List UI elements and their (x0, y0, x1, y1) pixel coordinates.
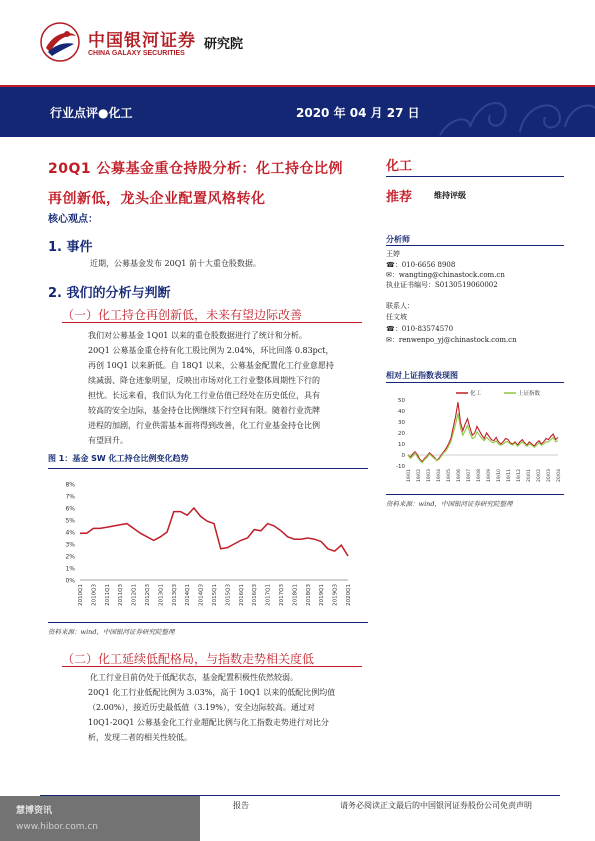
paragraph-line: 10Q1-20Q1 公募基金化工行业超配比例与化工指数走势进行对比分 (88, 718, 329, 727)
figure-1-source: 资料来源：wind，中国银河证券研究院整理 (48, 628, 175, 636)
x-tick-label: 19/12 (517, 469, 522, 482)
section-2-title: 2. 我们的分析与判断 (48, 286, 171, 301)
analyst-phone: ☎：010-6656 8908 (386, 261, 456, 269)
analyst-rule (386, 245, 564, 246)
brand-en: CHINA GALAXY SECURITIES (88, 50, 185, 57)
x-tick-label: 2011Q1 (104, 584, 111, 606)
x-tick-label: 2011Q3 (118, 584, 125, 606)
x-tick-label: 2010Q3 (91, 584, 98, 606)
legend-label: 化工 (470, 391, 482, 397)
x-tick-label: 2014Q1 (185, 584, 192, 606)
paragraph-line: 续减弱、降仓迹象明显，反映出市场对化工行业整体周期性下行的 (88, 376, 320, 385)
x-tick-label: 20/01 (527, 469, 532, 482)
contact-email: ✉：renwenpo_yj@chinastock.com.cn (386, 336, 517, 344)
x-tick-label: 20/04 (557, 469, 562, 482)
y-tick-label: 3% (65, 541, 75, 549)
y-tick-label: 0 (401, 453, 405, 459)
x-tick-label: 2013Q3 (171, 584, 178, 606)
footer-disclaimer: 请务必阅读正文最后的中国银河证券股份公司免责声明 (340, 801, 532, 810)
x-tick-label: 19/07 (467, 469, 472, 482)
sidebar-chart-bottom-rule (386, 494, 564, 495)
y-tick-label: 8% (65, 481, 75, 489)
x-tick-label: 2012Q1 (131, 584, 138, 606)
footer-left-text: 报告 (233, 801, 249, 810)
x-tick-label: 2020Q1 (346, 584, 352, 606)
y-tick-label: 50 (398, 398, 405, 404)
x-tick-label: 2015Q1 (212, 584, 218, 606)
x-tick-label: 2019Q3 (332, 584, 339, 606)
x-tick-label: 2013Q1 (158, 584, 165, 606)
x-tick-label: 2019Q1 (319, 584, 326, 606)
paragraph-line: 我们对公募基金 1Q01 以来的重仓股数据进行了统计和分析。 (88, 331, 307, 340)
subsection-1-body (88, 328, 368, 343)
subsection-2-rule (62, 666, 362, 667)
legend-label: 上证指数 (518, 391, 541, 397)
watermark-title: 慧博资讯 (16, 806, 53, 816)
x-tick-label: 2015Q3 (225, 584, 232, 606)
subsection-2-body-2 (88, 685, 368, 745)
x-tick-label: 2016Q3 (252, 584, 259, 606)
paragraph-line: 化工行业目前仍处于低配状态，基金配置积极性依然较弱。 (90, 673, 298, 682)
report-title-line1: 20Q1 公募基金重仓持股分析：化工持仓比例 (48, 161, 343, 177)
x-tick-label: 20/02 (537, 469, 542, 482)
sidebar-chart-source: 资料来源：wind，中国银河证券研究院整理 (386, 500, 513, 508)
analyst-name: 王婷 (386, 250, 400, 258)
x-tick-label: 19/11 (507, 469, 512, 482)
sidebar-chart-rule (386, 382, 564, 383)
section-1-title: 1. 事件 (48, 240, 93, 255)
core-label: 核心观点： (48, 214, 98, 225)
section-1-text: 近期，公募基金发布 20Q1 前十大重仓股数据。 (90, 259, 261, 268)
figure-1-title: 图 1：基金 SW 化工持仓比例变化趋势 (48, 453, 368, 469)
paragraph-line: 析，发现二者的相关性较低。 (88, 733, 192, 742)
y-tick-label: 6% (65, 505, 75, 513)
subsection-1-title: （一）化工持仓再创新低，未来有望边际改善 (62, 308, 303, 322)
x-tick-label: 19/06 (457, 469, 462, 482)
x-tick-label: 19/01 (407, 469, 412, 482)
watermark-url: www.hibor.com.cn (16, 822, 99, 832)
paragraph-line: 再创 10Q1 以来新低。自 18Q1 以来，公募基金配置化工行业意愿持 (88, 361, 334, 370)
galaxy-logo-icon (40, 22, 80, 62)
holding-ratio-line (80, 508, 348, 556)
y-tick-label: 4% (65, 529, 75, 537)
subsection-1-rule (62, 322, 362, 323)
y-tick-label: -10 (396, 464, 405, 470)
paragraph-line: 担忧。长远来看，我们认为化工行业估值已经处在历史低位，具有 (88, 391, 320, 400)
paragraph-line: 20Q1 公募基金重仓持有化工股比例为 2.04%，环比回落 0.83pct， (88, 346, 334, 355)
analyst-cert: 执业证书编号：S0130519060002 (386, 281, 498, 289)
analyst-email: ✉：wangting@chinastock.com.cn (386, 271, 505, 279)
x-tick-label: 2017Q3 (279, 584, 285, 606)
paragraph-line: 有望回升。 (88, 436, 128, 445)
brand-dept: 研究院 (204, 37, 244, 52)
subsection-2-title: （二）化工延续低配格局，与指数走势相关度低 (62, 652, 315, 666)
report-title (48, 154, 368, 214)
banner-category: 行业点评●化工 (50, 106, 133, 120)
x-tick-label: 19/05 (447, 469, 452, 482)
y-tick-label: 1% (65, 565, 75, 573)
y-tick-label: 40 (398, 409, 405, 415)
x-tick-label: 2018Q3 (305, 584, 312, 606)
subsection-2-body-1 (90, 670, 368, 685)
x-tick-label: 20/03 (547, 469, 552, 482)
series-line-sse-index (408, 413, 558, 463)
contact-label: 联系人： (386, 302, 414, 310)
x-tick-label: 19/08 (477, 469, 482, 482)
x-tick-label: 2016Q1 (238, 584, 245, 606)
contact-phone: ☎：010-83574570 (386, 325, 454, 333)
y-tick-label: 5% (65, 517, 75, 525)
x-tick-label: 2014Q3 (198, 584, 205, 606)
banner-date: 2020 年 04 月 27 日 (296, 106, 420, 120)
y-tick-label: 7% (65, 493, 75, 501)
contact-name: 任文坡 (386, 313, 407, 321)
x-tick-label: 19/09 (487, 469, 492, 482)
sidebar-chart-title: 相对上证指数表现图 (386, 371, 458, 380)
y-tick-label: 10 (398, 442, 405, 448)
figure-1-rule (48, 622, 368, 623)
sidebar-rating-note: 维持评级 (434, 191, 466, 200)
y-tick-label: 0% (65, 577, 75, 585)
brand-cn: 中国银河证券 (88, 31, 196, 51)
x-tick-label: 19/02 (417, 469, 422, 482)
report-title-line2: 再创新低，龙头企业配置风格转化 (48, 191, 266, 207)
y-tick-label: 2% (65, 553, 75, 561)
x-tick-label: 19/03 (427, 469, 432, 482)
sidebar-rating: 推荐 (386, 190, 413, 205)
paragraph-line: （2.00%），接近历史最低值（3.19%），安全边际较高。通过对 (88, 703, 315, 712)
sidebar-rule (386, 176, 564, 177)
analyst-label: 分析师 (386, 235, 410, 244)
paragraph-line: 较高的安全边际，基金持仓比例继续下行空间有限。随着行业洗牌 (88, 406, 320, 415)
subsection-1-body-2 (88, 343, 368, 448)
x-tick-label: 19/04 (437, 469, 442, 482)
x-tick-label: 2012Q3 (145, 584, 151, 606)
figure-1-chart (48, 476, 368, 618)
sidebar-chart (386, 388, 564, 492)
series-line-chemical (408, 402, 558, 461)
x-tick-label: 2017Q1 (265, 584, 272, 606)
x-tick-label: 2010Q1 (78, 584, 84, 606)
x-tick-label: 19/10 (497, 469, 502, 482)
x-tick-label: 2018Q1 (292, 584, 299, 606)
sidebar-sector: 化工 (386, 159, 413, 174)
paragraph-line: 进程的加剧，行业供需基本面将得到改善，化工行业基金持仓比例 (88, 421, 320, 430)
paragraph-line: 20Q1 化工行业低配比例为 3.03%，高于 10Q1 以来的低配比例均值 (88, 688, 336, 697)
y-tick-label: 20 (398, 431, 405, 437)
y-tick-label: 30 (398, 420, 405, 426)
